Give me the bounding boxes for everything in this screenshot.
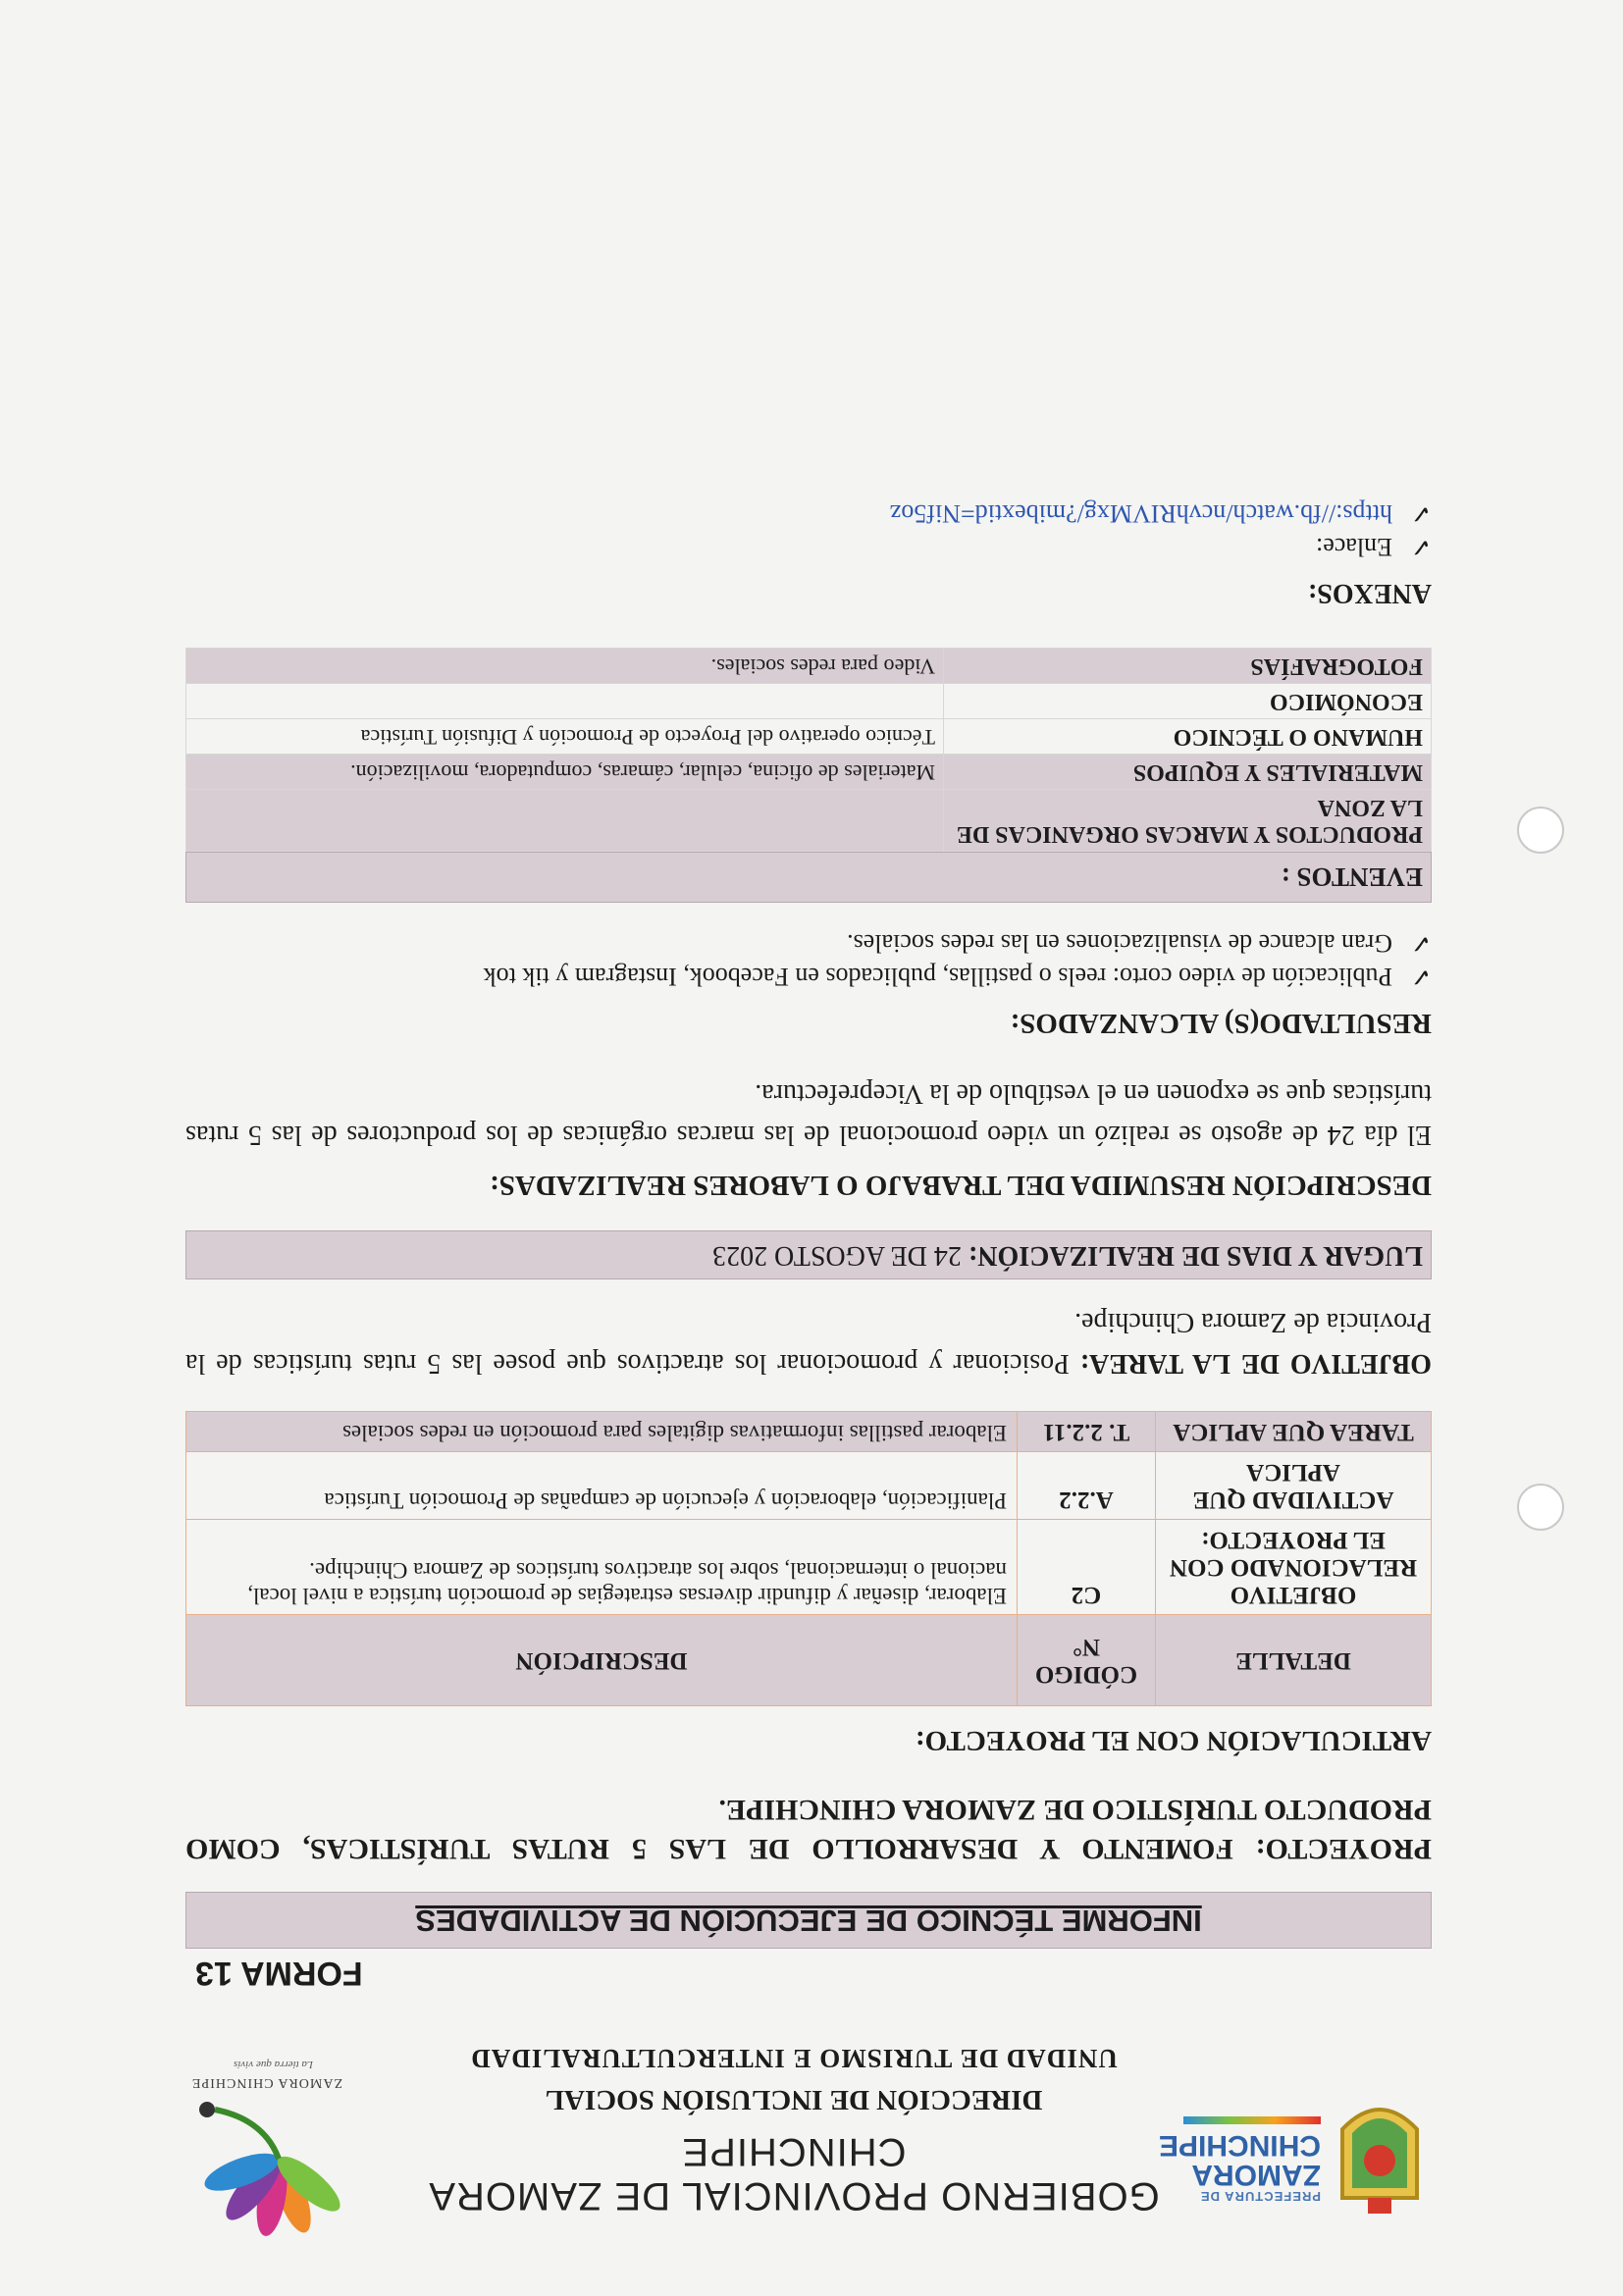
header-code: CÓDIGO N° [1018,1615,1156,1706]
annex-link[interactable]: https://fb.watch/ncvhRIVMxg/?mibextid=Nif5oz [889,499,1392,528]
binder-hole-top [1517,1484,1564,1531]
annex-text: Enlace: [1316,533,1392,561]
logo-caption: ZAMORA CHINCHIPE [190,2075,342,2090]
letterhead [185,1953,1432,2257]
header-detail: DETALLE [1156,1615,1432,1706]
government-title: GOBIERNO PROVINCIAL DE ZAMORA CHINCHIPE [428,2130,1160,2218]
place-value: 24 DE AGOSTO 2023 [712,1240,962,1271]
resource-key: HUMANO O TÉCNICO [944,719,1432,755]
table-row [186,790,1432,852]
report-title: INFORME TÉCNICO DE EJECUCIÓN DE ACTIVIDADES [185,1892,1432,1949]
resource-value [186,684,944,719]
unit-title: UNIDAD DE TURISMO E INTERCULTURALIDAD [470,2044,1118,2073]
resource-key: ECONÓMICO [944,684,1432,719]
list-item [185,496,1432,530]
articulation-table [185,1411,1432,1706]
results-label: RESULTADO(S) ALCANZADOS: [1010,1008,1432,1039]
table-header-row [186,1615,1432,1706]
row-code: C2 [1018,1520,1156,1615]
objective-text: Posicionar y promocionar los atractivos que posee las 5 rutas turísticas de la Provincia de Zamora Chinchipe. [185,1307,1432,1379]
list-item [185,960,1432,993]
resource-key: FOTOGRAFÍAS [944,649,1432,684]
logo-tagline: La tierra que vivís [234,2059,313,2070]
list-item [185,530,1432,563]
row-description: Elaborar pastillas informativas digitales para promoción en redes sociales [186,1412,1018,1452]
result-text: Publicación de video corto: reels o pastillas, publicados en Facebook, Instagram y tik tok [483,963,1392,991]
tourism-flower-icon [185,2090,372,2237]
table-row [186,1412,1432,1452]
resource-value: Video para redes sociales. [186,649,944,684]
table-row [186,755,1432,790]
table-row [186,719,1432,755]
objective-section [185,1301,1432,1383]
articulation-label: ARTICULACIÓN CON EL PROYECTO: [915,1725,1432,1756]
description-label: DESCRIPCIÓN RESUMIDA DEL TRABAJO O LABORES REALIZADAS: [490,1170,1432,1201]
resource-value: Técnico operativo del Proyecto de Promoción y Difusión Turística [186,719,944,755]
project-title: PROYECTO: FOMENTO Y DESARROLLO DE LAS 5 RUTAS TURÍSTICAS, COMO PRODUCTO TURÍSTICO DE ZAMORA CHINCHIPE. [185,1794,1432,1865]
resource-value: Materiales de oficina, celular, cámaras, computadora, movilización. [186,755,944,790]
prefectura-logo [1158,2070,1427,2218]
brand-chinchipe: CHINCHIPE [1158,2129,1321,2162]
resource-key: MATERIALES Y EQUIPOS [944,755,1432,790]
check-icon: ✓ [1410,499,1432,528]
events-band: EVENTOS : [185,852,1432,903]
check-icon: ✓ [1410,963,1432,991]
annexes-label: ANEXOS: [1307,578,1432,608]
page-content [185,496,1432,2257]
result-text: Gran alcance de visualizaciones en las redes sociales. [847,929,1392,958]
row-code: T. 2.2.11 [1018,1412,1156,1452]
letterhead-titles [421,2043,1167,2218]
brand-zamora: ZAMORA [1191,2159,1321,2191]
objective-label: OBJETIVO DE LA TAREA: [1079,1348,1432,1379]
description-text: El día 24 de agosto se realizó un video promocional de las marcas orgánicas de los productores de las 5 rutas turísticas que se exponen en el vestíbulo de la Viceprefectura. [185,1078,1432,1150]
check-icon: ✓ [1410,533,1432,561]
table-row [186,684,1432,719]
resource-key: PRODUCTOS Y MARCAS ORGANICAS DE LA ZONA [944,790,1432,852]
row-description: Planificación, elaboración y ejecución de campañas de Promoción Turística [186,1452,1018,1520]
zamora-chinchipe-logo [185,2041,372,2237]
place-label: LUGAR Y DIAS DE REALIZACIÓN: [968,1240,1423,1271]
check-icon: ✓ [1410,929,1432,958]
brand-text [1158,2116,1321,2204]
header-description: DESCRIPCIÓN [186,1615,1018,1706]
results-list [185,926,1432,993]
annexes-list [185,496,1432,563]
resource-value [186,790,944,852]
row-code: A.2.2 [1018,1452,1156,1520]
brand-small: PREFECTURA DE [1199,2189,1321,2204]
row-detail: OBJETIVO RELACIONADO CON EL PROYECTO: [1156,1520,1432,1615]
table-row [186,1520,1432,1615]
brand-color-bar [1183,2116,1321,2124]
direction-title: DIRECCIÓN DE INCLUSIÓN SOCIAL [545,2084,1043,2115]
row-detail: ACTIVIDAD QUE APLICA [1156,1452,1432,1520]
binder-hole-bottom [1517,807,1564,854]
row-detail: TAREA QUE APLICA [1156,1412,1432,1452]
resources-table [185,648,1432,852]
form-number: FORMA 13 [195,1955,363,1992]
table-row [186,1452,1432,1520]
place-band [185,1230,1432,1279]
row-description: Elaborar, diseñar y difundir diversas estrategias de promoción turística a nivel local, nacional o internacional, sobre los atractivos turísticos de Zamora Chinchipe. [186,1520,1018,1615]
crest-icon [1333,2090,1427,2218]
list-item [185,926,1432,960]
table-row [186,649,1432,684]
